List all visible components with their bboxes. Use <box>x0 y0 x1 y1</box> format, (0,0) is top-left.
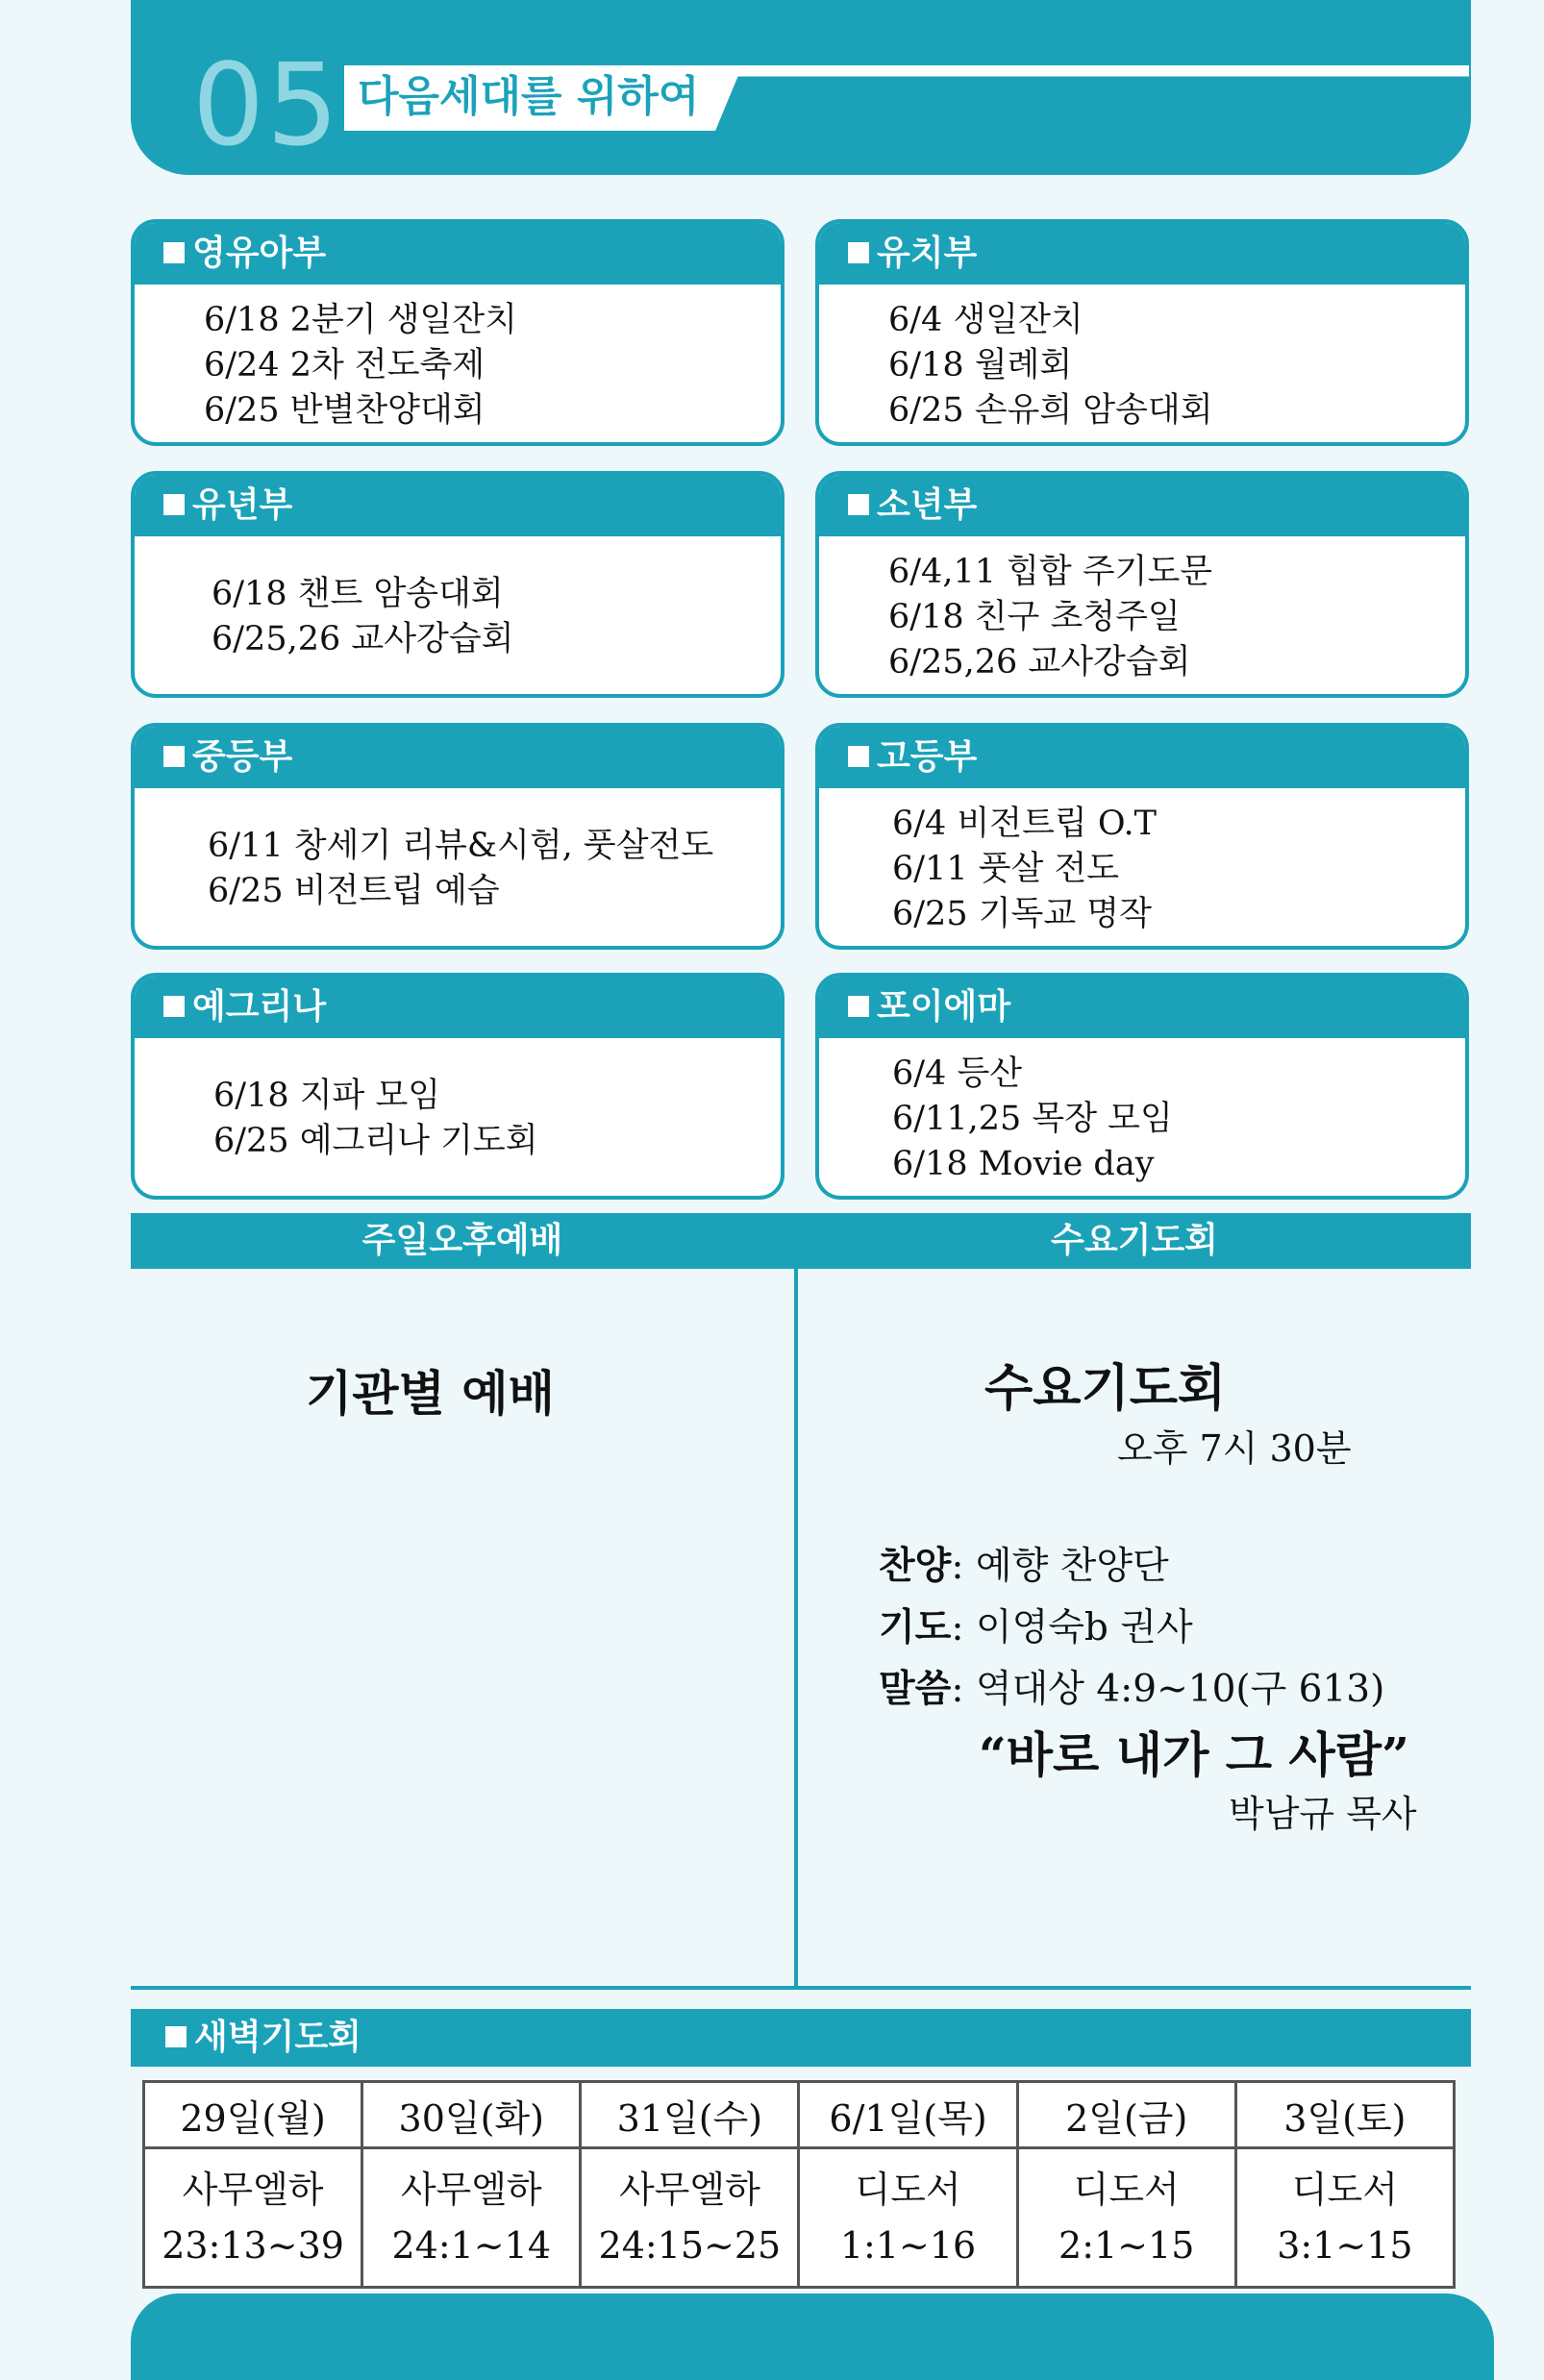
dept-event: 6/4,11 힙합 주기도문 <box>888 552 1213 591</box>
wednesday-title: 수요기도회 <box>984 1359 1227 1418</box>
dept-card-junior <box>815 471 1469 698</box>
sunday-afternoon-header: 주일오후예배 <box>131 1213 794 1269</box>
dept-name: 유치부 <box>877 234 978 273</box>
dept-card-header <box>819 475 1465 536</box>
dept-card-header <box>135 727 781 788</box>
dept-event: 6/18 Movie day <box>892 1144 1155 1183</box>
dept-event: 6/18 2분기 생일잔치 <box>204 300 517 339</box>
dept-card-header <box>819 977 1465 1038</box>
dept-event: 6/24 2차 전도축제 <box>204 345 486 384</box>
prayer-value: 이영숙b 권사 <box>975 1606 1193 1649</box>
dept-event: 6/4 생일잔치 <box>888 300 1083 339</box>
sermon-row: 말씀: 역대상 4:9~10(구 613) <box>879 1667 1385 1711</box>
dept-event: 6/25 비전트립 예습 <box>208 872 500 910</box>
dept-card-poiema <box>815 973 1469 1200</box>
section-number: 05 <box>192 38 341 171</box>
dept-card-middle-school <box>131 723 784 950</box>
day-cell: 31일(수) <box>581 2082 799 2148</box>
reading-book: 사무엘하 <box>182 2169 324 2211</box>
square-bullet-icon <box>163 746 185 767</box>
square-bullet-icon <box>848 746 869 767</box>
dept-name: 포이에마 <box>877 987 1011 1027</box>
square-bullet-icon <box>163 996 185 1017</box>
reading-passage: 24:15~25 <box>598 2224 782 2267</box>
sunday-afternoon-content: 기관별 예배 <box>306 1365 555 1422</box>
square-bullet-icon <box>165 2026 187 2047</box>
reading-cell <box>799 2148 1017 2288</box>
wednesday-header: 수요기도회 <box>798 1213 1471 1269</box>
dept-event: 6/18 월례회 <box>888 345 1073 384</box>
dept-event: 6/4 등산 <box>892 1054 1023 1093</box>
dept-name: 소년부 <box>877 485 978 525</box>
section-bottom-rule <box>131 1986 1471 1990</box>
dawn-prayer-title: 새벽기도회 <box>194 2018 361 2057</box>
reading-cell <box>362 2148 581 2288</box>
dept-name: 예그리나 <box>192 987 327 1027</box>
page-title: 다음세대를 위하여 <box>358 72 700 121</box>
day-cell: 30일(화) <box>362 2082 581 2148</box>
dept-card-header <box>819 223 1465 285</box>
prayer-label: 기도 <box>879 1605 952 1649</box>
reading-cell <box>581 2148 799 2288</box>
dept-card-kindergarten <box>815 219 1469 446</box>
day-cell: 2일(금) <box>1017 2082 1235 2148</box>
reading-passage: 23:13~39 <box>162 2224 344 2267</box>
scripture-value: 역대상 4:9~10(구 613) <box>975 1668 1385 1711</box>
praise-value: 예향 찬양단 <box>975 1545 1169 1588</box>
reading-book: 디도서 <box>1291 2169 1398 2211</box>
dept-event: 6/25,26 교사강습회 <box>888 642 1191 682</box>
dept-name: 중등부 <box>192 737 293 777</box>
day-cell: 3일(토) <box>1235 2082 1454 2148</box>
reading-book: 사무엘하 <box>618 2169 760 2211</box>
dept-event: 6/25 예그리나 기도회 <box>213 1122 538 1160</box>
table-row <box>144 2082 1455 2148</box>
dept-event: 6/18 지파 모임 <box>213 1077 441 1115</box>
square-bullet-icon <box>848 494 869 515</box>
reading-cell <box>1017 2148 1235 2288</box>
reading-cell <box>144 2148 362 2288</box>
reading-book: 사무엘하 <box>400 2169 542 2211</box>
dept-event: 6/18 친구 초청주일 <box>888 597 1181 636</box>
day-cell: 6/1일(목) <box>799 2082 1017 2148</box>
praise-row: 찬양: 예향 찬양단 <box>879 1544 1169 1588</box>
table-row <box>144 2148 1455 2288</box>
praise-label: 찬양 <box>879 1544 952 1588</box>
dept-event: 6/11 풋살 전도 <box>892 849 1120 888</box>
reading-passage: 2:1~15 <box>1058 2224 1195 2267</box>
dept-event: 6/18 챈트 암송대회 <box>212 575 504 613</box>
dept-event: 6/4 비전트립 O.T <box>892 804 1157 843</box>
reading-passage: 1:1~16 <box>839 2224 977 2267</box>
square-bullet-icon <box>163 242 185 263</box>
preacher: 박남규 목사 <box>1229 1793 1417 1835</box>
dept-card-infant <box>131 219 784 446</box>
dept-card-primary <box>131 471 784 698</box>
dept-card-header <box>135 977 781 1038</box>
wednesday-time: 오후 7시 30분 <box>1117 1427 1352 1470</box>
reading-passage: 3:1~15 <box>1277 2224 1413 2267</box>
reading-passage: 24:1~14 <box>391 2224 551 2267</box>
dept-card-header <box>135 223 781 285</box>
square-bullet-icon <box>848 242 869 263</box>
dept-event: 6/11,25 목장 모임 <box>892 1099 1173 1138</box>
dept-card-high-school <box>815 723 1469 950</box>
dept-name: 영유아부 <box>192 234 327 273</box>
prayer-row: 기도: 이영숙b 권사 <box>879 1605 1193 1649</box>
reading-book: 디도서 <box>855 2169 961 2211</box>
dept-card-yegrina <box>131 973 784 1200</box>
reading-cell <box>1235 2148 1454 2288</box>
reading-book: 디도서 <box>1073 2169 1180 2211</box>
footer-band <box>131 2293 1494 2380</box>
square-bullet-icon <box>848 996 869 1017</box>
sermon-title: “바로 내가 그 사람” <box>979 1726 1409 1783</box>
dept-event: 6/11 창세기 리뷰&시험, 풋살전도 <box>208 827 714 865</box>
dept-event: 6/25 손유희 암송대회 <box>888 390 1213 430</box>
dept-event: 6/25,26 교사강습회 <box>212 620 514 658</box>
dept-name: 고등부 <box>877 737 978 777</box>
dept-name: 유년부 <box>192 485 293 525</box>
dept-card-header <box>135 475 781 536</box>
dept-event: 6/25 기독교 명작 <box>892 894 1152 933</box>
square-bullet-icon <box>163 494 185 515</box>
dawn-prayer-table <box>142 2080 1456 2289</box>
dept-event: 6/25 반별찬양대회 <box>204 390 486 430</box>
day-cell: 29일(월) <box>144 2082 362 2148</box>
dept-card-header <box>819 727 1465 788</box>
sermon-label: 말씀 <box>879 1667 952 1711</box>
dawn-prayer-header <box>131 2009 1471 2067</box>
section-divider <box>794 1213 798 1988</box>
